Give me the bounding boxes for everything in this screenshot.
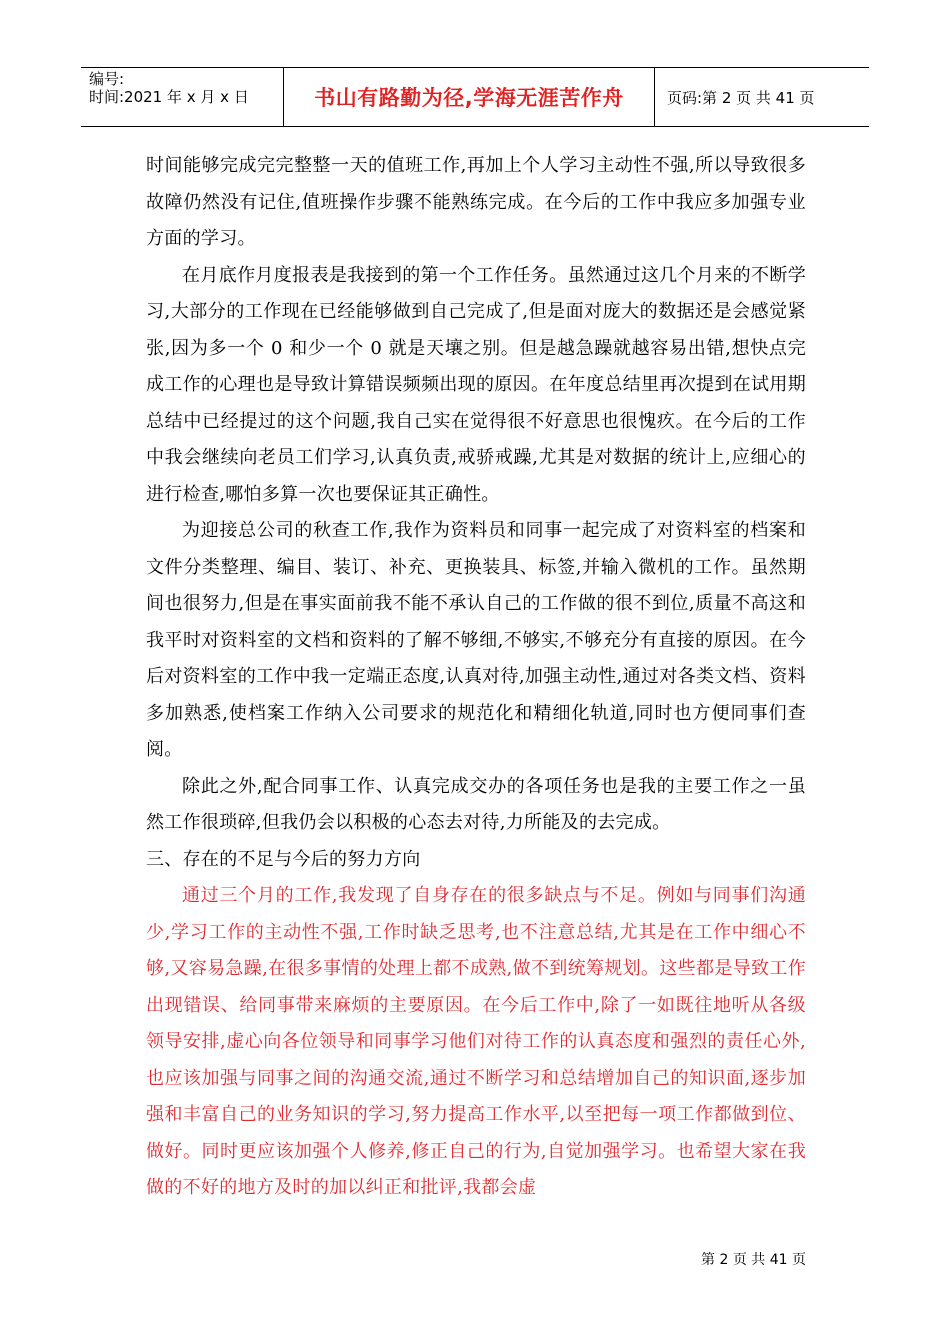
- paragraph-4: 除此之外,配合同事工作、认真完成交办的各项任务也是我的主要工作之一虽然工作很琐碎,但我仍会以积极的心态去对待,力所能及的去完成。: [146, 775, 806, 833]
- section-heading: 三、存在的不足与今后的努力方向: [146, 848, 421, 870]
- paragraph-2: 在月底作月度报表是我接到的第一个工作任务。虽然通过这几个月来的不断学习,大部分的工作现在已经能够做到自己完成了,但是面对庞大的数据还是会感觉紧张,因为多一个 0 和少一个 0 就是天壤之别。但是越急躁就越容易出错,想快点完成工作的心理也是导致计算错误频频出现的原因。在年度总结里再次提到在试用期总结中已经提过的这个问题,我自己实在觉得很不好意思也很愧疚。在今后的工作中我会继续向老员工们学习,认真负责,戒骄戒躁,尤其是对数据的统计上,应细心的进行检查,哪怕多算一次也要保证其正确性。: [146, 264, 806, 505]
- header-meta-cell: [81, 68, 284, 126]
- paragraph-5-highlighted: 通过三个月的工作,我发现了自身存在的很多缺点与不足。例如与同事们沟通少,学习工作的主动性不强,工作时缺乏思考,也不注意总结,尤其是在工作中细心不够,又容易急躁,在很多事情的处理上都不成熟,做不到统筹规划。这些都是导致工作出现错误、给同事带来麻烦的主要原因。在今后工作中,除了一如既往地听从各级领导安排,虚心向各位领导和同事学习他们对待工作的认真态度和强烈的责任心外,也应该加强与同事之间的沟通交流,通过不断学习和总结增加自己的知识面,逐步加强和丰富自己的业务知识的学习,努力提高工作水平,以至把每一项工作都做到位、做好。同时更应该加强个人修养,修正自己的行为,自觉加强学习。也希望大家在我做的不好的地方及时的加以纠正和批评,我都会虚: [146, 885, 806, 1198]
- document-date-label: 时间:2021 年 x 月 x 日: [89, 88, 249, 106]
- header-motto: 书山有路勤为径,学海无涯苦作舟: [284, 68, 655, 126]
- paragraph-3: 为迎接总公司的秋查工作,我作为资料员和同事一起完成了对资料室的档案和文件分类整理、编目、装订、补充、更换装具、标签,并输入微机的工作。虽然期间也很努力,但是在事实面前我不能不承认自己的工作做的很不到位,质量不高这和我平时对资料室的文档和资料的了解不够细,不够实,不够充分有直接的原因。在今后对资料室的工作中我一定端正态度,认真对待,加强主动性,通过对各类文档、资料多加熟悉,使档案工作纳入公司要求的规范化和精细化轨道,同时也方便同事们查阅。: [146, 520, 806, 760]
- paragraph-1: 时间能够完成完完整整一天的值班工作,再加上个人学习主动性不强,所以导致很多故障仍然没有记住,值班操作步骤不能熟练完成。在今后的工作中我应多加强专业方面的学习。: [146, 155, 806, 249]
- page-header: [81, 67, 869, 127]
- page-footer: 第 2 页 共 41 页: [701, 1252, 806, 1268]
- header-page-number: 页码:第 2 页 共 41 页: [667, 88, 815, 107]
- document-number-label: 编号:: [89, 70, 125, 88]
- document-body: [146, 148, 806, 1207]
